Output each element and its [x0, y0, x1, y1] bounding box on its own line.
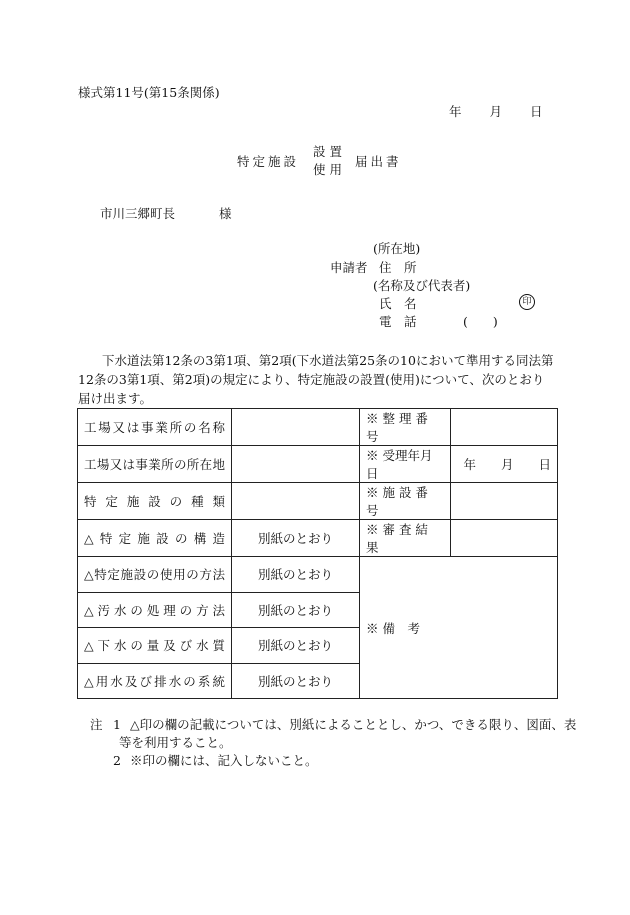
- addressee-name: 市川三郷町長: [100, 206, 176, 221]
- addressee-honorific: 様: [219, 206, 232, 221]
- table-row: [78, 409, 558, 446]
- applicant-label: 申請者: [330, 260, 368, 275]
- date-year: 年: [449, 104, 462, 119]
- applicant-name-rep-label: (名称及び代表者): [373, 278, 471, 293]
- body-text: 下水道法第12条の3第1項、第2項(下水道法第25条の10において準用する同法第12条の3第1項、第2項)の規定により、特定施設の設置(使用)について、次のとおり届け出ます。: [78, 353, 554, 406]
- note2-number: 2: [113, 753, 121, 768]
- row-label: 工場又は事業所の所在地: [78, 446, 232, 483]
- date-line: [449, 102, 543, 120]
- title-main: 特定施設: [237, 154, 300, 169]
- row-value-right: [451, 409, 558, 446]
- row-value: [232, 483, 360, 520]
- notes-heading: 注: [90, 717, 103, 732]
- row-value: 別紙のとおり: [232, 557, 360, 593]
- note1-number: 1: [113, 717, 121, 732]
- row-label: 特定施設の種類: [78, 483, 232, 520]
- row-value: [232, 409, 360, 446]
- seal-icon: 印: [519, 294, 535, 310]
- row-label: △下水の量及び水質: [78, 628, 232, 664]
- row-value: 別紙のとおり: [232, 628, 360, 664]
- row-label-right: ※ 整 理 番 号: [360, 409, 451, 446]
- applicant-phone-paren: ( ): [463, 314, 498, 329]
- date-month: 月: [489, 104, 503, 119]
- row-label: △特定施設の使用の方法: [78, 557, 232, 593]
- receipt-date-value: 年 月 日: [451, 446, 558, 483]
- row-label: △特定施設の構造: [78, 520, 232, 557]
- form-number: 様式第11号(第15条関係): [78, 85, 220, 100]
- applicant-address-label: 住 所: [379, 260, 417, 275]
- row-label: 工場又は事業所の名称: [78, 409, 232, 446]
- row-value: [232, 446, 360, 483]
- row-label-right: ※ 審 査 結 果: [360, 520, 451, 557]
- row-value-right: [451, 483, 558, 520]
- applicant-phone-label: 電 話: [379, 314, 417, 329]
- note1-text-line1: △印の欄の記載については、別紙によることとし、かつ、できる限り、図面、表: [130, 717, 577, 732]
- title-option-install: 設置: [313, 144, 347, 159]
- applicant-location-label: (所在地): [373, 241, 421, 256]
- table-row: [78, 483, 558, 520]
- row-label-right: ※ 受理年月日: [360, 446, 451, 483]
- title-suffix: 届出書: [355, 154, 402, 169]
- applicant-name-label: 氏 名: [379, 296, 417, 311]
- row-label-right: ※ 施 設 番 号: [360, 483, 451, 520]
- date-day: 日: [530, 104, 543, 119]
- row-label: △用水及び排水の系統: [78, 663, 232, 699]
- remarks-cell: ※ 備 考: [360, 557, 558, 699]
- row-label: △汚水の処理の方法: [78, 592, 232, 628]
- row-value: 別紙のとおり: [232, 592, 360, 628]
- note1-text-line2: 等を利用すること。: [119, 735, 232, 750]
- title-option-use: 使用: [313, 162, 347, 177]
- row-value: 別紙のとおり: [232, 663, 360, 699]
- row-value: 別紙のとおり: [232, 520, 360, 557]
- notification-table: [77, 408, 558, 699]
- table-row: [78, 446, 558, 483]
- title-options: [313, 143, 346, 179]
- table-row: [78, 520, 558, 557]
- note2-text: ※印の欄には、記入しないこと。: [130, 753, 318, 768]
- table-row: [78, 557, 558, 593]
- row-value-right: [451, 520, 558, 557]
